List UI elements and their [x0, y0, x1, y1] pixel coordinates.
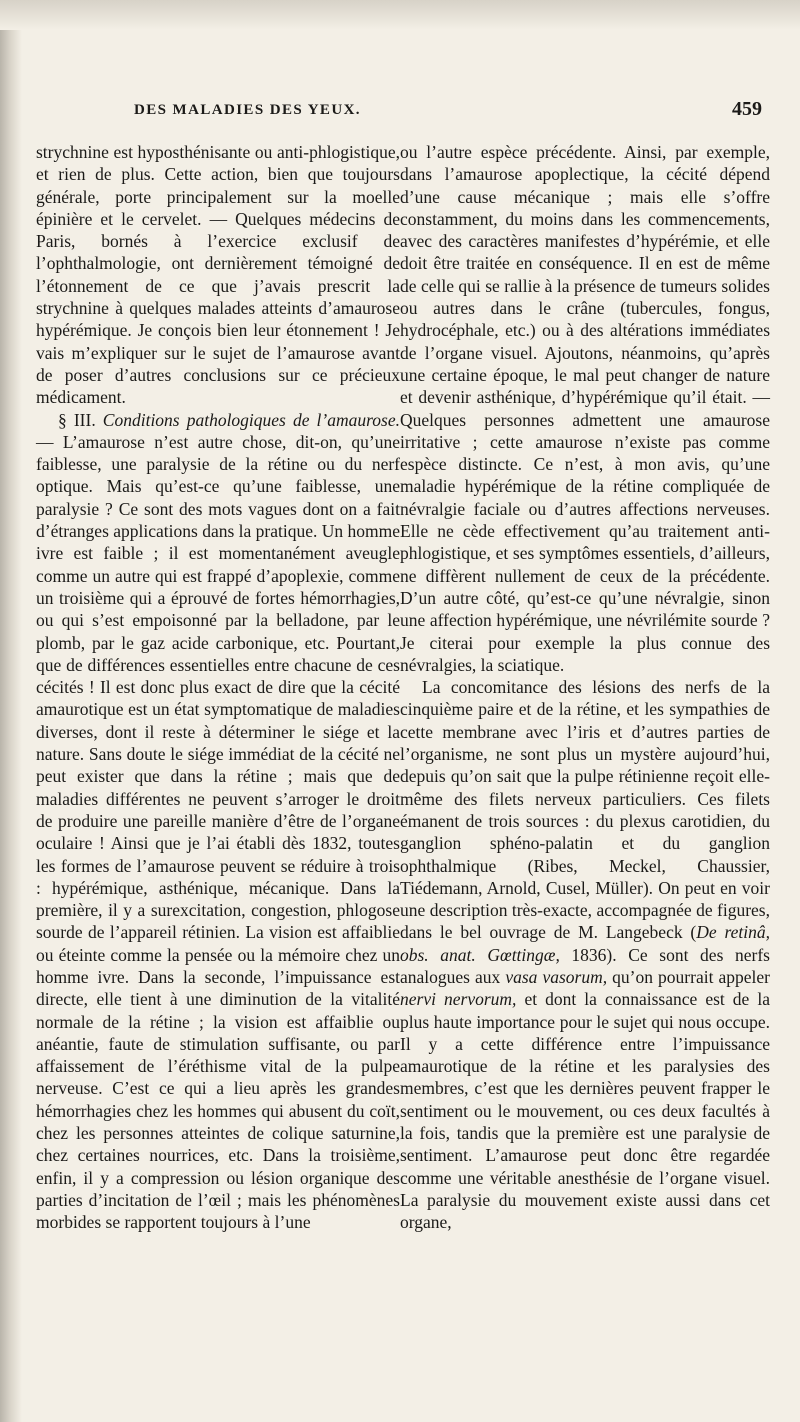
section-title: Conditions pathologiques de l’amaurose.	[102, 409, 401, 430]
paragraph-text: La concomitance des lésions des nerfs de la cinquième paire et de la rétine, et les sympathies de cette membrane avec l’iris et d’autres parties de l’organisme, ne sont plus un mystère aujourd’hui, depuis qu’on sait que la pulpe rétinienne reçoit elle-même des filets nerveux particuliers. Ces filets émanent de trois sources : du plexus carotidien, du ganglion sphéno-palatin et du ganglion ophthalmique (Ribes, Meckel, Chaussier, Tiédemann, Arnold, Cusel, Müller). On peut en voir une description très-exacte, accompagnée de figures, dans le bel ouvrage de M. Langebeck (	[400, 677, 770, 943]
latin-term: vasa vasorum,	[505, 966, 608, 987]
paragraph: strychnine est hyposthénisante ou anti-phlogistique, et rien de plus. Cette action, bien que toujours générale, porte principalement sur la moelle épinière et le cervelet. — Quelques médecins de Paris, bornés à l’exercice exclusif de l’ophthalmologie, ont dernièrement témoigné de l’étonnement de ce que j’avais prescrit la strychnine à quelques malades atteints d’amaurose hypérémique. Je conçois bien leur étonnement ! Je vais m’expliquer sur le sujet de l’amaurose avant de poser d’autres conclusions sur ce précieux médicament.	[36, 142, 400, 408]
paragraph-text: qu’on pourrait appeler	[607, 966, 770, 987]
paragraph-text: — L’amaurose n’est autre chose, dit-on, qu’une faiblesse, une paralysie de la rétine ou du nerf optique. Mais qu’est-ce qu’une faiblesse, une paralysie ? Ce sont des mots vagues dont on a fait d’étranges applications dans la pratique. Un homme ivre est faible ; il est momentanément aveugle comme un autre qui est frappé d’apoplexie, comme un troisième qui a éprouvé de fortes hémorrhagies, ou qui s’est empoisonné par la belladone, par le plomb, par le gaz acide carbonique, etc. Pourtant, que de différences essentielles entre chacune de ces cécités ! Il est donc plus exact de dire que la cécité amaurotique est un état symptomatique de maladies diverses, dont il reste à déterminer le siége et la nature. Sans doute le siége immédiat de la cécité ne peut exister que dans la rétine ; mais que de maladies différentes ne peuvent s’arroger le droit de produire une pareille manière d’être de l’organe oculaire ! Ainsi que je l’ai établi dès 1832, toutes les formes de l’amaurose peuvent se réduire à trois : hypérémique, asthénique, mécanique. Dans la première, il y a surexcitation, congestion, phlogose sourde de l’appareil rétinien. La vision est affaiblie ou éteinte comme la pensée ou la mémoire chez un homme ivre. Dans la seconde, l’impuissance est directe, elle tient à une diminution de la vitalité normale de la rétine ; la vision est affaiblie ou anéantie, faute de stimulation suffisante, ou par affaissement de l’éréthisme vital de la pulpe nerveuse. C’est ce qui a lieu après les grandes hémorrhagies chez les hommes qui abusent du coït, chez les personnes atteintes de colique saturnine, chez certaines nourrices, etc. Dans la troisième, enfin, il y a compression ou lésion organique des parties d’incitation de l’œil ; mais les phénomènes morbides se rapportent toujours à l’une	[36, 431, 400, 1233]
left-column	[36, 141, 400, 1234]
section-number: § III.	[58, 409, 96, 430]
citation: De retinâ, obs. anat. Gœttingæ,	[400, 922, 770, 965]
paragraph	[400, 676, 770, 1233]
section-paragraph	[36, 409, 400, 1234]
page-edge	[0, 0, 800, 30]
binding-shadow	[0, 0, 22, 1422]
page-number: 459	[732, 98, 762, 120]
right-column	[400, 141, 770, 1234]
paragraph: ou l’autre espèce précédente. Ainsi, par exemple, dans l’amaurose apoplectique, la cécité dépend d’une cause mécanique ; mais elle s’offre constamment, du moins dans les commencements, avec des caractères manifestes d’hypérémie, et elle doit être traitée en conséquence. Il en est de même de celle qui se rallie à la présence de tumeurs solides ou autres dans le crâne (tubercules, fongus, hydrocéphale, etc.) ou à des altérations immédiates de l’organe visuel. Ajoutons, néanmoins, qu’après une certaine époque, le mal peut changer de nature et devenir asthénique, d’hypérémique qu’il était. — Quelques personnes admettent une amaurose irritative ; cette amaurose n’existe pas comme espèce distincte. Ce n’est, à mon avis, qu’une maladie hypérémique de la rétine compliquée de névralgie faciale ou d’autres affections nerveuses. Elle ne cède effectivement qu’au traitement anti-phlogistique, et ses symptômes essentiels, d’ailleurs, ne diffèrent nullement de ceux de la précédente. D’un autre côté, qu’est-ce qu’une névralgie, sinon une affection hypérémique, une névrilémite sourde ? Je citerai pour exemple la plus connue des névralgies, la sciatique.	[400, 142, 770, 675]
running-title: DES MALADIES DES YEUX.	[134, 102, 361, 118]
page-header	[34, 98, 768, 126]
paragraph-text: 1836). Ce sont des nerfs analogues aux	[400, 944, 770, 987]
latin-term: nervi nervorum,	[400, 989, 517, 1010]
paragraph-text: et dont la connaissance est de la plus haute importance pour le sujet qui nous occupe. Il y a cette différence entre l’impuissance amaurotique de la rétine et les paralysies des membres, c’est que les dernières peuvent frapper le sentiment ou le mouvement, ou ces deux facultés à la fois, tandis que la première est une paralysie de sentiment. L’amaurose peut donc être regardée comme une véritable anesthésie de l’organe visuel. La paralysie du mouvement existe aussi dans cet organe,	[400, 989, 770, 1233]
